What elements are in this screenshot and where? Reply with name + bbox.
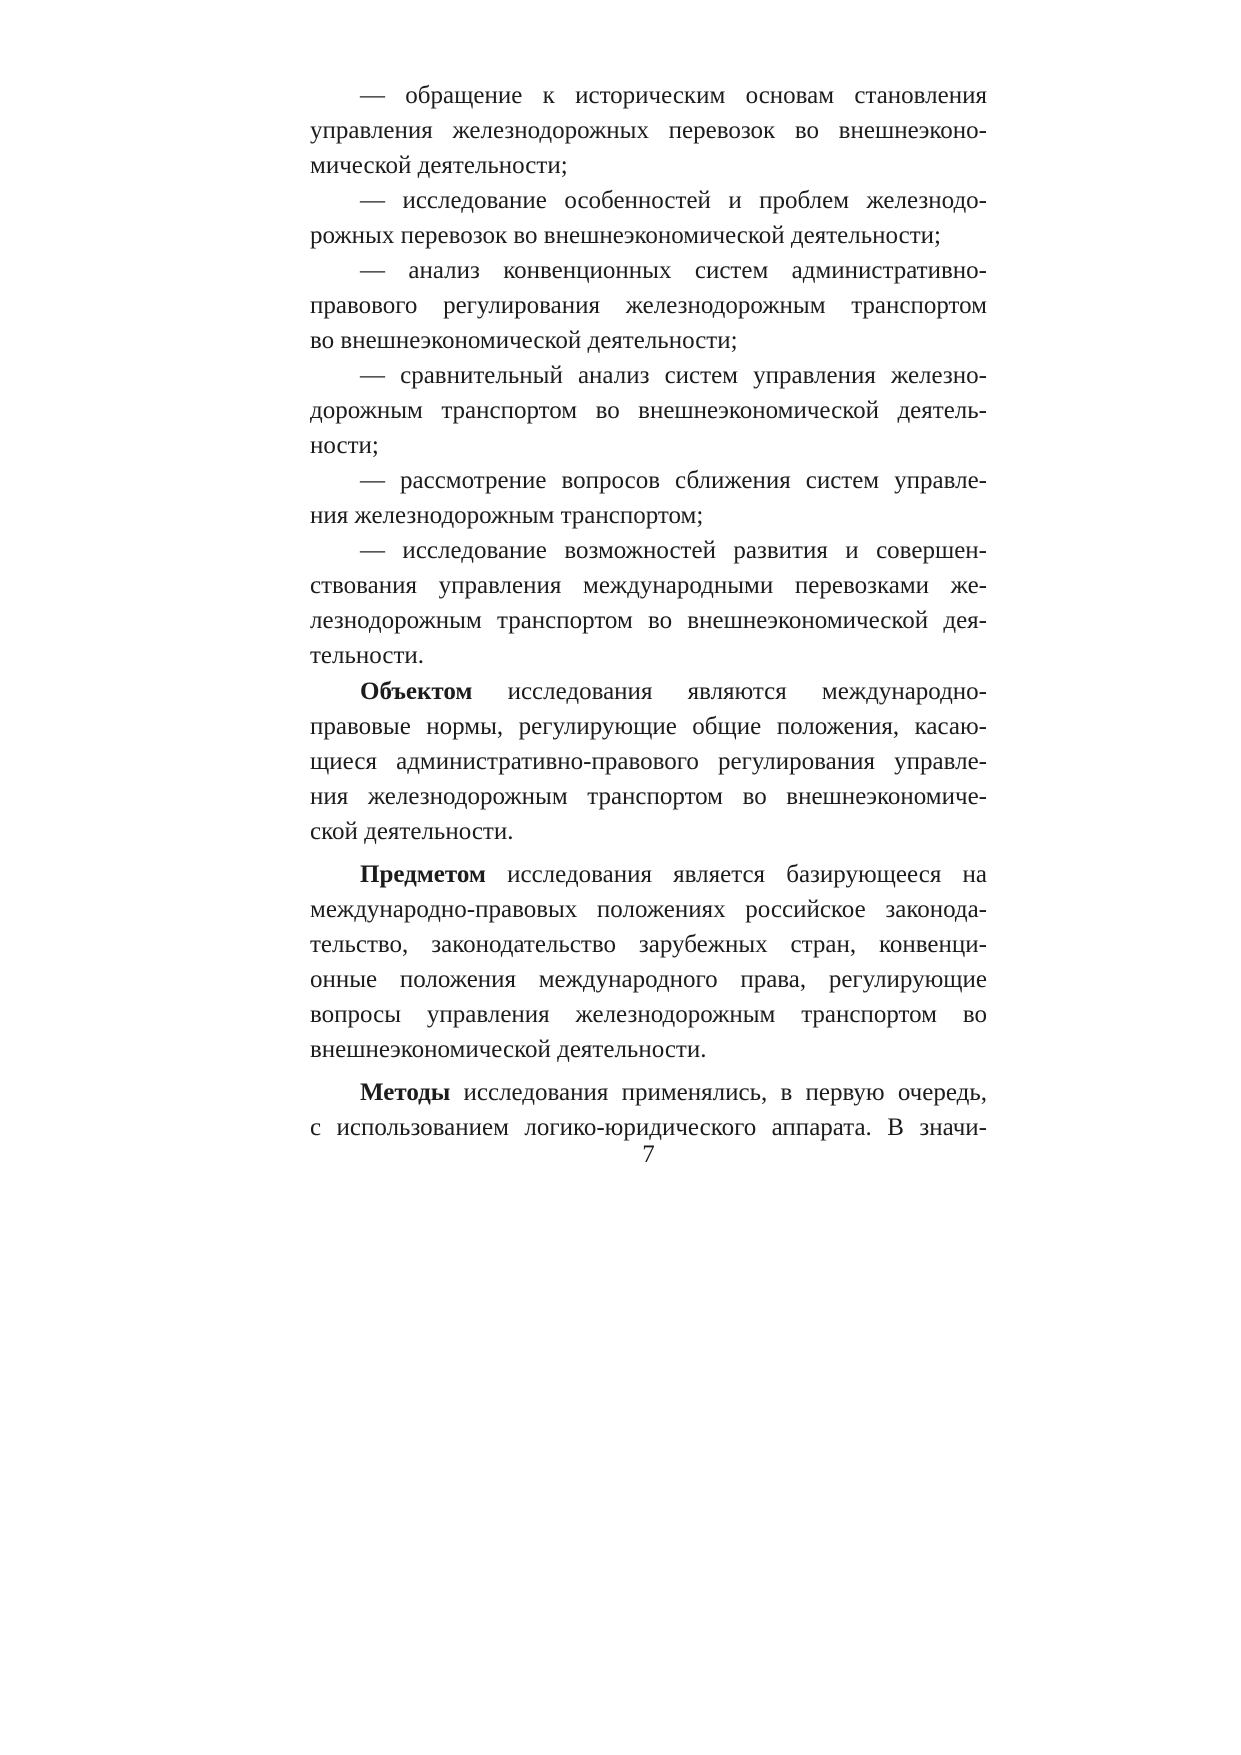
text-line: — исследование особенностей и проблем железнодо- <box>360 187 987 214</box>
text-line: управления железнодорожных перевозок во внешнеэконо- <box>310 117 987 144</box>
text-line: ской деятельности. <box>310 818 514 845</box>
text-line: — сравнительный анализ систем управления железно- <box>360 362 987 389</box>
bold-lead-object: Объектом <box>360 678 473 705</box>
text-line: — рассмотрение вопросов сближения систем управле- <box>360 467 987 494</box>
text-line: рожных перевозок во внешнеэкономической деятельности; <box>310 222 941 249</box>
text-line: ности; <box>310 432 379 459</box>
text-line: вопросы управления железнодорожным транспортом во <box>310 1001 987 1028</box>
paragraph-methods <box>310 1075 987 1145</box>
paragraph-subject <box>310 857 987 1067</box>
text-line: во внешнеэкономической деятельности; <box>310 327 738 354</box>
text-fragment: исследования являются международно- <box>472 678 987 705</box>
bold-lead-subject: Предметом <box>360 861 486 888</box>
text-line: мической деятельности; <box>310 152 568 179</box>
text-line: — анализ конвенционных систем административно- <box>360 257 987 284</box>
text-line: ствования управления международными перевозками же- <box>310 572 987 599</box>
text-line: — исследование возможностей развития и совершен- <box>360 537 987 564</box>
text-line: щиеся административно-правового регулирования управле- <box>310 748 987 775</box>
text-line: ния железнодорожным транспортом во внешнеэкономиче- <box>310 783 987 810</box>
text-line: тельство, законодательство зарубежных стран, конвенци- <box>310 931 987 958</box>
text-line <box>310 674 987 709</box>
text-line: лезнодорожным транспортом во внешнеэкономической дея- <box>310 607 987 634</box>
text-line: тельности. <box>310 642 425 669</box>
bold-lead-methods: Методы <box>360 1079 451 1106</box>
text-line: ния железнодорожным транспортом; <box>310 502 704 529</box>
paragraph-2 <box>310 183 987 253</box>
page-number: 7 <box>642 1141 655 1168</box>
text-fragment: исследования является базирующееся на <box>485 861 987 888</box>
text-fragment: исследования применялись, в первую очередь, <box>450 1079 987 1106</box>
page-body <box>310 78 987 1145</box>
text-line: с использованием логико-юридического аппарата. В значи- <box>310 1114 987 1141</box>
paragraph-1 <box>310 78 987 183</box>
text-line: правовые нормы, регулирующие общие положения, касаю- <box>310 713 987 740</box>
paragraph-5 <box>310 463 987 533</box>
paragraph-3 <box>310 253 987 358</box>
text-line <box>310 857 987 892</box>
paragraph-object <box>310 674 987 849</box>
text-line: дорожным транспортом во внешнеэкономической деятель- <box>310 397 987 424</box>
text-line <box>310 1075 987 1110</box>
paragraph-4 <box>310 358 987 463</box>
text-line: внешнеэкономической деятельности. <box>310 1036 707 1063</box>
text-line: — обращение к историческим основам становления <box>360 82 987 109</box>
paragraph-6 <box>310 533 987 673</box>
text-line: онные положения международного права, регулирующие <box>310 966 987 993</box>
text-line: международно-правовых положениях российское законода- <box>310 896 987 923</box>
text-line: правового регулирования железнодорожным транспортом <box>310 292 987 319</box>
